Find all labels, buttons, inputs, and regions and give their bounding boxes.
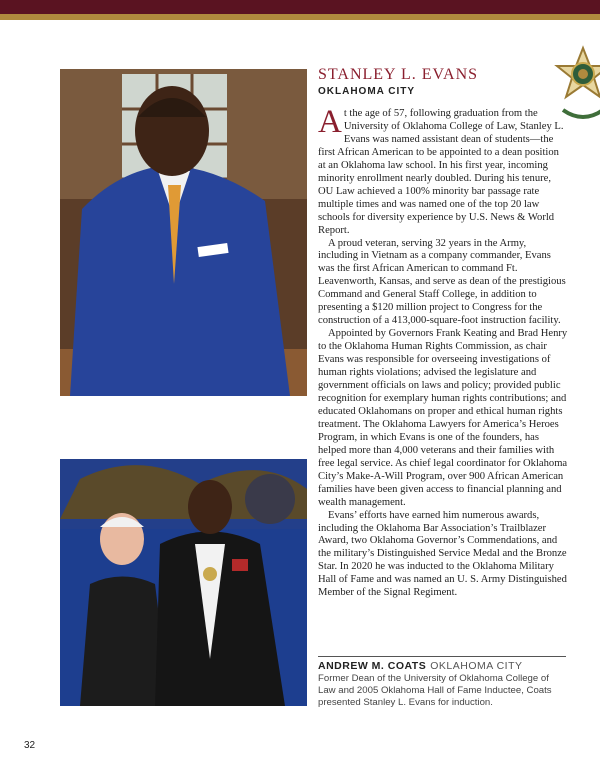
inductee-city: OKLAHOMA CITY xyxy=(318,86,416,97)
page-number: 32 xyxy=(24,740,36,751)
bio-paragraph-3: Appointed by Governors Frank Keating and Brad Henry to the Oklahoma Human Rights Commission, as chair Evans was responsible for overseeing investigations of human rights violations; advised the legislature and government officials on laws and policy; provided public recognition for exemplary human rights contributions; and educated Oklahomans on proper and ethical human rights treatment. The Oklahoma Lawyers for America’s Heroes Program, in which Evans is one of the founders, has helped more than 4,000 veterans and their families with free legal service. As chief legal coordinator for Oklahoma City’s Make-A-Will Program, over 900 African American families have been given access to financial planning and wealth management. xyxy=(318,328,568,508)
induction-photo xyxy=(60,459,307,706)
drop-cap: A xyxy=(318,104,342,140)
caption-heading xyxy=(318,660,523,672)
presenter-city: OKLAHOMA CITY xyxy=(430,660,523,672)
biography xyxy=(318,104,568,600)
inductee-name: STANLEY L. EVANS xyxy=(318,66,479,83)
portrait-photo xyxy=(60,69,307,396)
top-bar xyxy=(0,0,600,14)
bio-paragraph-4: Evans’ efforts have earned him numerous awards, including the Oklahoma Bar Association’s Trailblazer Award, two Oklahoma Governor’s Commendations, and the military’s Distinguished Service Medal and the Bronze Star. In 2020 he was inducted to the Oklahoma Military Hall of Fame and was named an U. S. Army Distinguished Member of the Signal Regiment. xyxy=(318,509,567,599)
top-gold-band xyxy=(0,14,600,20)
caption-divider xyxy=(318,656,566,657)
bio-paragraph-1-text: t the age of 57, following graduation from the University of Oklahoma College of Law, Stanley L. Evans was named assistant dean of students—the first African American to be appointed to a dean position at an Oklahoma law school. In his first year, incoming minority enrollment nearly doubled. During his tenure, OU Law achieved a 100% minority bar passage rate multiple times and was named one of the top 20 law schools for diversity experience by U.S. News & World Report. xyxy=(318,108,564,236)
bio-paragraph-2: A proud veteran, serving 32 years in the Army, including in Vietnam as a company commander, Evans was the first African American to command Ft. Leavenworth, Kansas, and serve as dean of the prestigious Command and General Staff College, in addition to presenting a $120 million project to Congress for the construction of a 413,000-square-foot instruction facility. xyxy=(318,237,566,327)
presenter-name: ANDREW M. COATS xyxy=(318,660,427,672)
caption-text: Former Dean of the University of Oklahoma College of Law and 2005 Oklahoma Hall of Fame Inductee, Coats presented Stanley L. Evans for induction. xyxy=(318,673,552,708)
bio-paragraph-1 xyxy=(318,104,568,238)
